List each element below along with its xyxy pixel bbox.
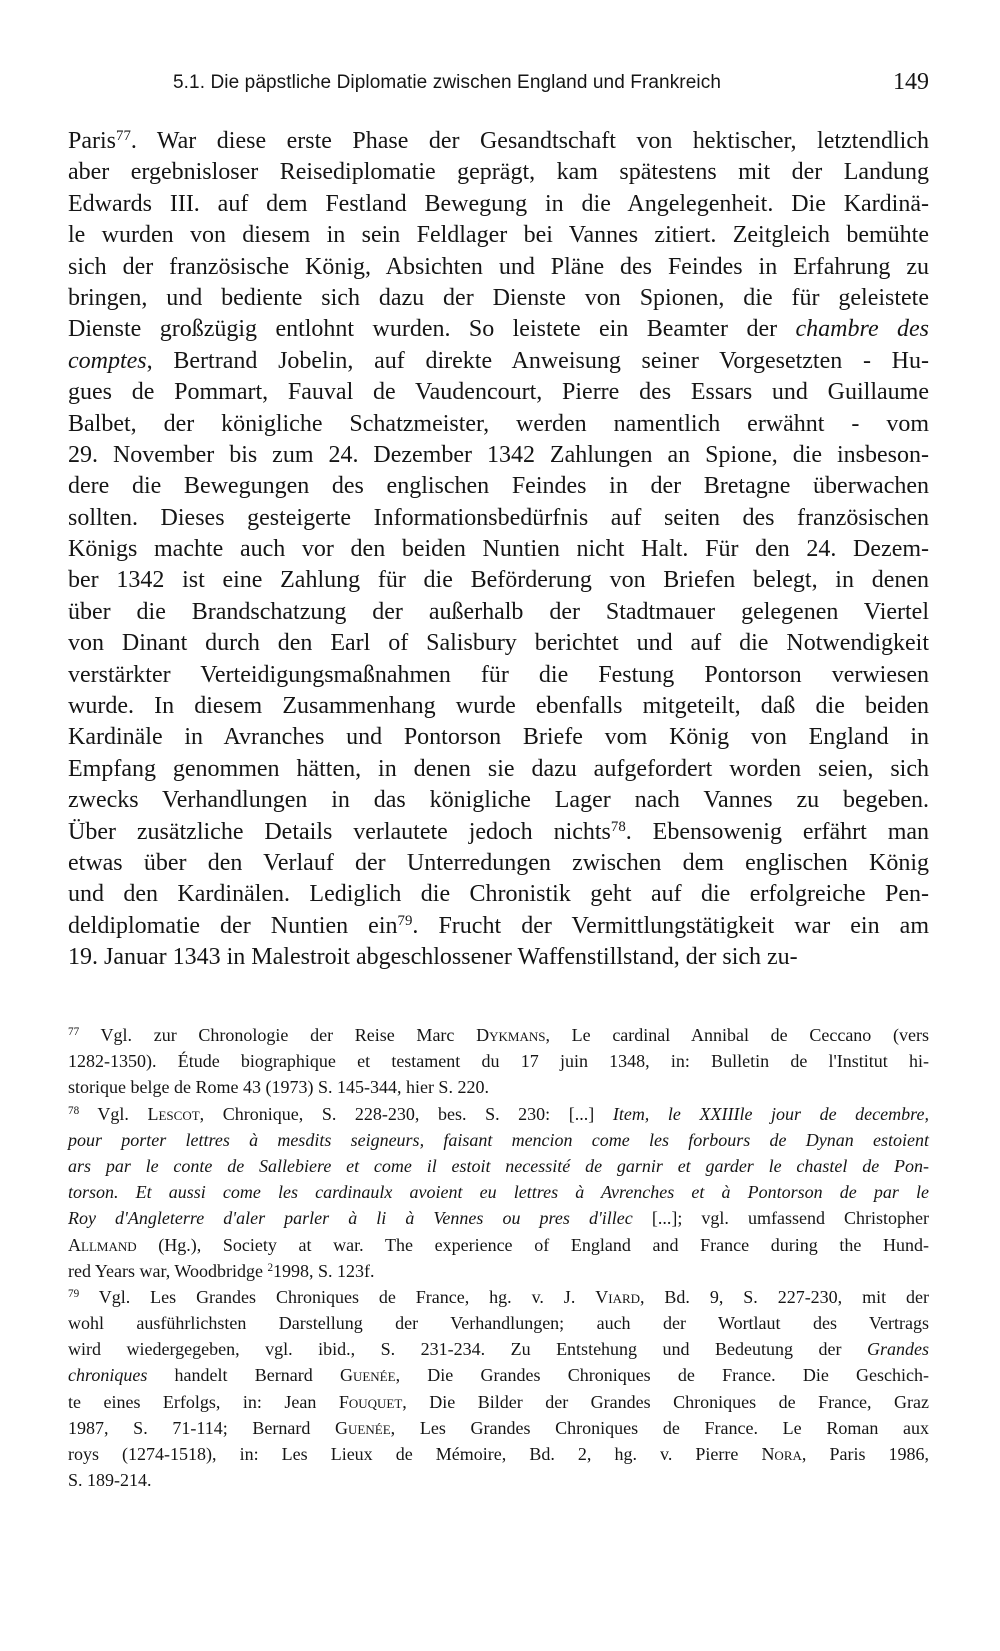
- body-line: Edwards III. auf dem Festland Bewegung in die Angelegenheit. Die Kardinä-: [68, 190, 929, 217]
- body-line: 29. November bis zum 24. Dezember 1342 Zahlungen an Spione, die insbeson-: [68, 441, 929, 468]
- footnote-line: red Years war, Woodbridge $^2$1998, S. 123f.: [68, 1260, 375, 1281]
- footnote-line: Roy d'Angleterre d'aler parler à li à Vennes ou pres d'illec [...]; vgl. umfassend Christopher: [68, 1208, 929, 1229]
- running-header: [173, 69, 929, 102]
- body-line: Über zusätzliche Details verlautete jedoch nichts$^{78}$. Ebensowenig erfährt man: [68, 818, 930, 845]
- body-line: zwecks Verhandlungen in das königliche Lager nach Vannes zu begeben.: [68, 787, 929, 814]
- footnote-line: S. 189-214.: [68, 1470, 152, 1491]
- body-text: [68, 126, 929, 974]
- page-number: 149: [893, 69, 929, 95]
- body-line: wurde. In diesem Zusammenhang wurde ebenfalls mitgeteilt, daß die beiden: [68, 693, 929, 720]
- footnote-line: $^{77}$ Vgl. zur Chronologie der Reise Marc Dykmans, Le cardinal Annibal de Ceccano (vers: [68, 1025, 929, 1045]
- footnotes: [68, 1022, 929, 1493]
- footnote-line: wohl ausführlichsten Darstellung der Verhandlungen; auch der Wortlaut des Vertrags: [68, 1313, 929, 1334]
- footnote-line: Allmand (Hg.), Society at war. The experience of England and France during the Hund-: [68, 1234, 929, 1255]
- body-line: bringen, und bediente sich dazu der Dienste von Spionen, die für geleistete: [68, 284, 929, 311]
- body-line: verstärkter Verteidigungsmaßnahmen für die Festung Pontorson verwiesen: [68, 661, 929, 688]
- footnote-line: torson. Et aussi come les cardinaulx avoient eu lettres à Avrenches et à Pontorson de par le: [68, 1182, 929, 1203]
- footnote-line: 1282-1350). Étude biographique et testament du 17 juin 1348, in: Bulletin de l'Institut hi-: [68, 1051, 929, 1072]
- body-line: sollten. Dieses gesteigerte Informationsbedürfnis auf seiten des französischen: [68, 504, 929, 531]
- footnote-line: $^{79}$ Vgl. Les Grandes Chroniques de France, hg. v. J. Viard, Bd. 9, S. 227-230, mit der: [68, 1286, 929, 1307]
- footnote-line: $^{78}$ Vgl. Lescot, Chronique, S. 228-230, bes. S. 230: [...] Item, le XXIIIle jour de decembre,: [68, 1103, 929, 1124]
- footnote-line: roys (1274-1518), in: Les Lieux de Mémoire, Bd. 2, hg. v. Pierre Nora, Paris 1986,: [68, 1444, 930, 1464]
- body-line: deldiplomatie der Nuntien ein$^{79}$. Frucht der Vermittlungstätigkeit war ein am: [68, 912, 929, 939]
- body-line: le wurden von diesem in sein Feldlager bei Vannes zitiert. Zeitgleich bemühte: [68, 222, 929, 249]
- body-line: und den Kardinälen. Lediglich die Chronistik geht auf die erfolgreiche Pen-: [68, 881, 929, 908]
- running-title: 5.1. Die päpstliche Diplomatie zwischen England und Frankreich: [173, 72, 721, 93]
- body-line: dere die Bewegungen des englischen Feindes in der Bretagne überwachen: [68, 473, 929, 500]
- body-line: Königs machte auch vor den beiden Nuntien nicht Halt. Für den 24. Dezem-: [68, 536, 929, 563]
- footnote-77: [68, 1022, 929, 1101]
- body-line: comptes, Bertrand Jobelin, auf direkte Anweisung seiner Vorgesetzten - Hu-: [68, 347, 929, 374]
- footnote-79: [68, 1284, 929, 1494]
- body-line: Dienste großzügig entlohnt wurden. So leistete ein Beamter der chambre des: [68, 316, 930, 343]
- body-line: von Dinant durch den Earl of Salisbury berichtet und auf die Notwendigkeit: [68, 630, 929, 657]
- body-line: sich der französische König, Absichten und Pläne des Feindes in Erfahrung zu: [68, 253, 929, 280]
- footnote-line: chroniques handelt Bernard Guenée, Die Grandes Chroniques de France. Die Geschich-: [68, 1365, 929, 1386]
- body-line: Balbet, der königliche Schatzmeister, werden namentlich erwähnt - vom: [68, 410, 929, 437]
- footnote-line: 1987, S. 71-114; Bernard Guenée, Les Grandes Chroniques de France. Le Roman aux: [68, 1417, 929, 1438]
- body-line: Kardinäle in Avranches und Pontorson Briefe vom König von England in: [68, 724, 929, 751]
- footnote-line: storique belge de Rome 43 (1973) S. 145-344, hier S. 220.: [68, 1077, 489, 1098]
- footnote-line: wird wiedergegeben, vgl. ibid., S. 231-234. Zu Entstehung und Bedeutung der Grandes: [68, 1339, 929, 1360]
- body-line: aber ergebnisloser Reisediplomatie geprägt, kam spätestens mit der Landung: [68, 159, 929, 186]
- body-line: ber 1342 ist eine Zahlung für die Beförderung von Briefen belegt, in denen: [68, 567, 929, 594]
- body-line: über die Brandschatzung der außerhalb der Stadtmauer gelegenen Viertel: [68, 598, 929, 625]
- footnote-line: te eines Erfolgs, in: Jean Fouquet, Die Bilder der Grandes Chroniques de France, Graz: [68, 1391, 929, 1412]
- body-line: etwas über den Verlauf der Unterredungen zwischen dem englischen König: [68, 849, 929, 876]
- body-line: gues de Pommart, Fauval de Vaudencourt, Pierre des Essars und Guillaume: [68, 379, 929, 406]
- body-line: Empfang genommen hätten, in denen sie dazu aufgefordert worden seien, sich: [68, 755, 929, 782]
- footnote-line: pour porter lettres à mesdits seigneurs, faisant mencion come les forbours de Dynan estoient: [68, 1129, 929, 1150]
- body-line: 19. Januar 1343 in Malestroit abgeschlossener Waffenstillstand, der sich zu-: [68, 944, 798, 971]
- footnote-78: [68, 1101, 929, 1284]
- body-line: Paris$^{77}$. War diese erste Phase der Gesandtschaft von hektischer, letztendlich: [68, 127, 929, 154]
- footnote-line: ars par le conte de Sallebiere et come il estoit necessité de garnir et garder le chastel de Pon-: [68, 1155, 929, 1176]
